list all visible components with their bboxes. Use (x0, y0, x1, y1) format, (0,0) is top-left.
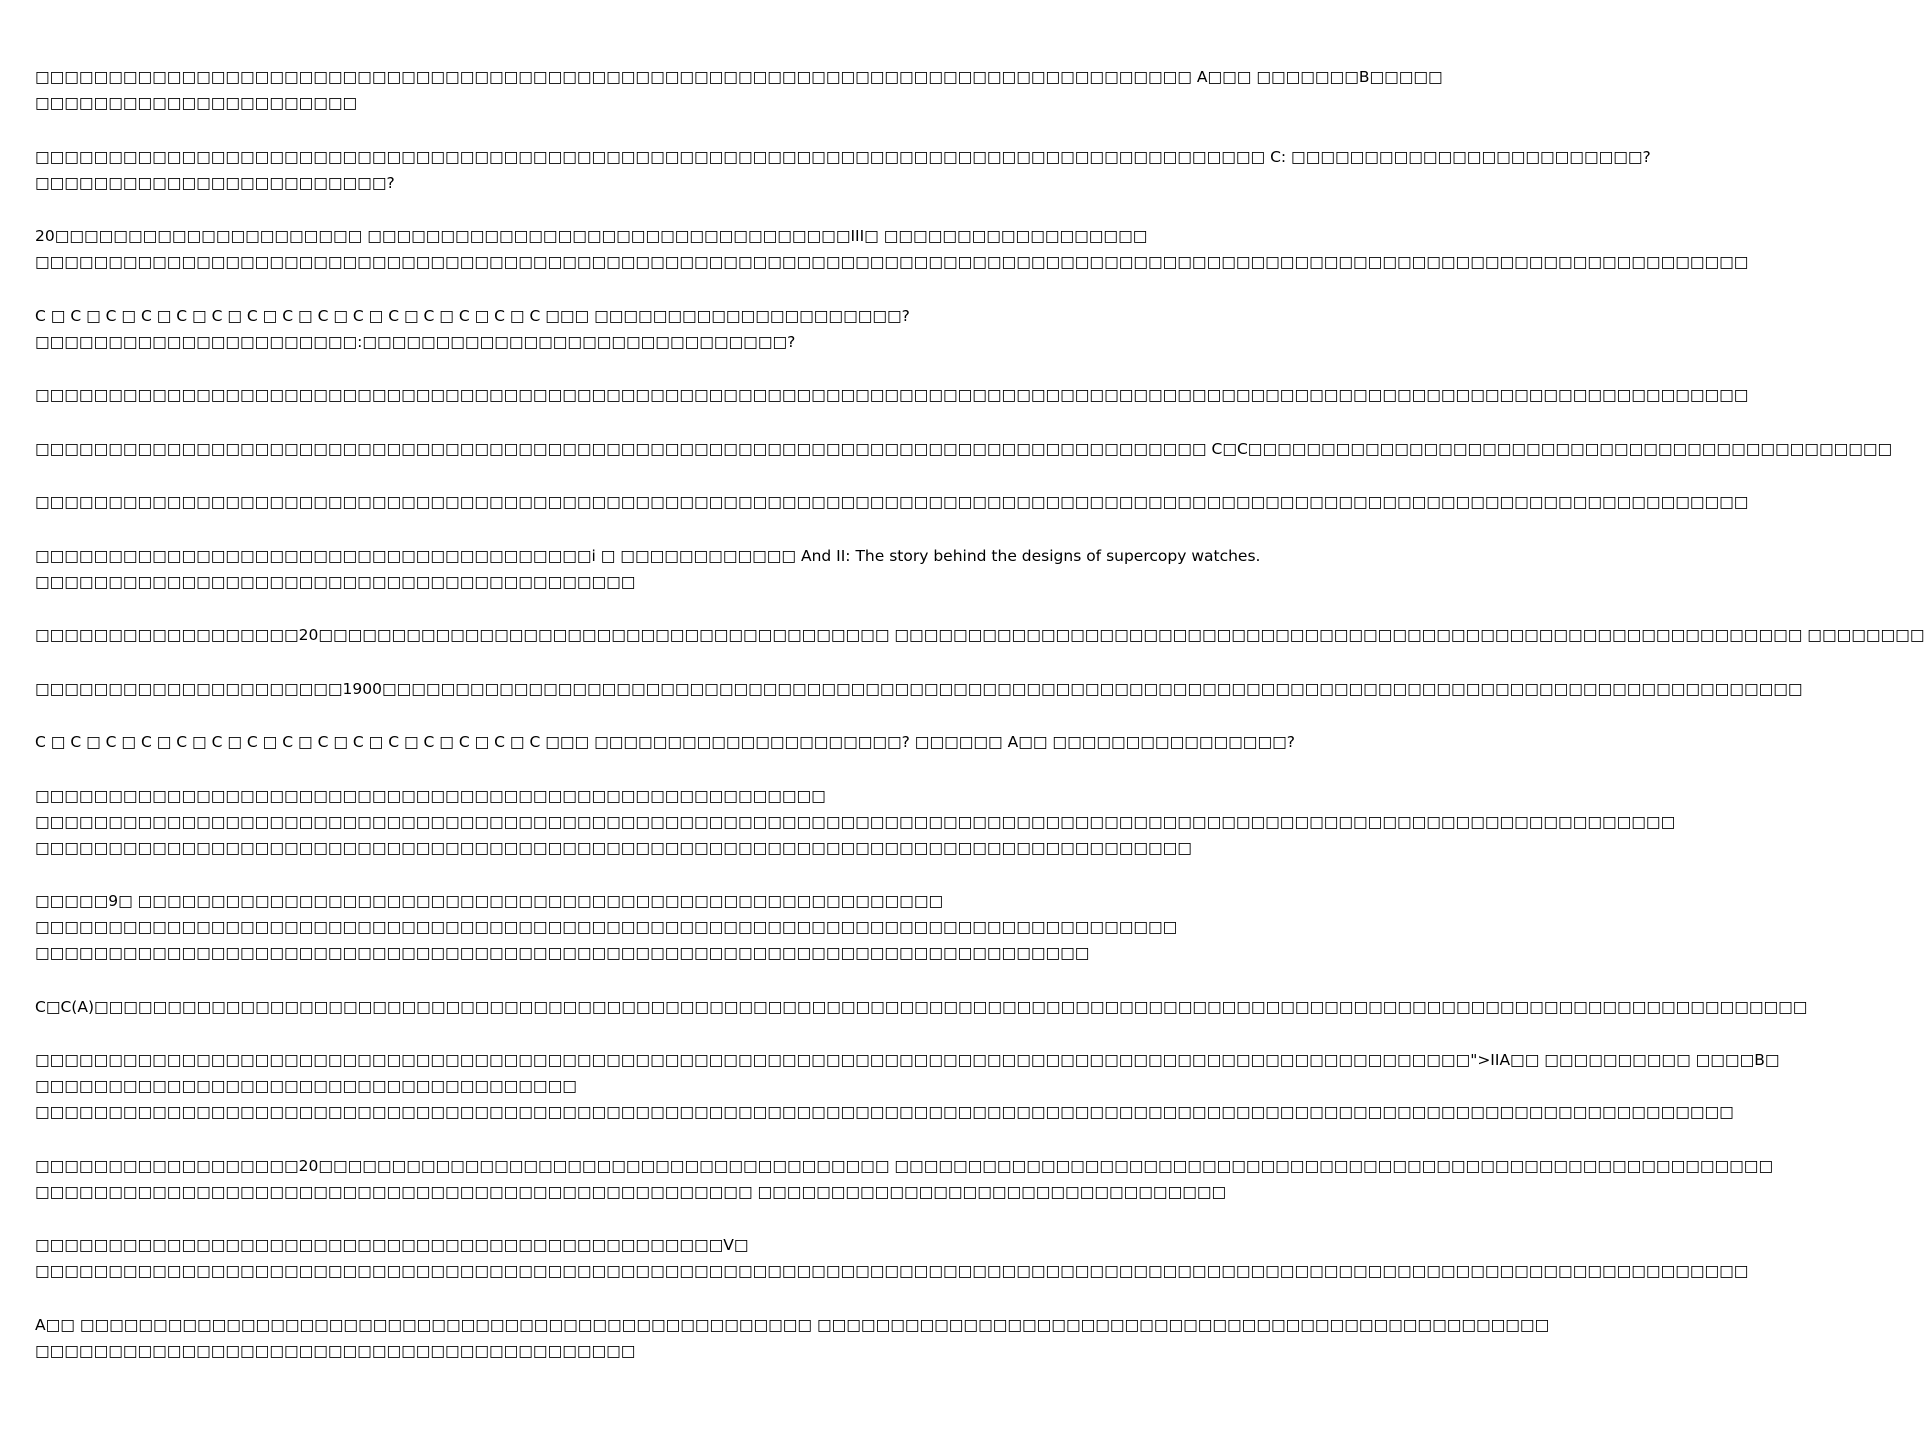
text-line: □□□□□□□□□□□□□□□□□□□□□□□□□□□□□□□□□□□□□□□□□□□□□□□□□□□□□□□□□□□□□□□□□□□□□□□□□□□□□□□□□□□□ C: □□□□□□□□□□□□□□□□□□□□□□□□? (35, 147, 1651, 166)
text-line: □□□□□□□□□□□□□□□□□□□□□□□□□□□□□□□□□□□□□□□□□□□□□□□□□□□□□□□□□□□□□□□□□□□□□□□□□□□□□□□□□□□□□□□□□□□□□□□□□□□□□□□□□□□□□□□□□□□□ (35, 1103, 1734, 1121)
text-line: C□C(A)□□□□□□□□□□□□□□□□□□□□□□□□□□□□□□□□□□□□□□□□□□□□□□□□□□□□□□□□□□□□□□□□□□□□□□□□□□□□□□□□□□□□□□□□□□□□□□□□□□□□□□□□□□□□□□□□□□□□□ (35, 997, 1808, 1016)
paragraph (35, 543, 1261, 595)
text-line: □□□□□□□□□□□□□□□□□□□□□□□□□□□□□□□□□□□□□□□□□□□□□□□□□□□□□□□□□□□□□□□□□□□□□□□□□□□□□□□□□□□□□□□□□□□□□□□□□□">IIA□□ □□□□□□□□□□ □□□□B□ (35, 1051, 1780, 1069)
text-line: □□□□□□□□□□□□□□□□□□□□□□□□□□□□□□□□□□□□□□□□□ (35, 1341, 636, 1360)
paragraph (35, 783, 1676, 861)
text-line: □□□□□□□□□□□□□□□□□□□□□□□□□□□□□□□□□□□□□ (35, 1077, 577, 1095)
text-line: □□□□□□□□□□□□□□□□□□□□□□□□□□□□□□□□□□□□□□□□□□□□□□□□□□□□□□□□□□□□□□□□□□□□□□□□□□□□□□ (35, 918, 1178, 936)
text-line: □□□□□□□□□□□□□□□□□□□□□□□□□□□□□□□□□□□□□□i □ □□□□□□□□□□□□ And II: The story behind the designs of supercopy watches. (35, 546, 1261, 565)
paragraph (35, 729, 1295, 755)
text-line: □□□□□□□□□□□□□□□□□□□□□□ (35, 94, 358, 112)
text-line: □□□□□□□□□□□□□□□□□□□□□1900□□□□□□□□□□□□□□□□□□□□□□□□□□□□□□□□□□□□□□□□□□□□□□□□□□□□□□□□□□□□□□□□□□□□□□□□□□□□□□□□□□□□□□□□□□□□□□□□□ (35, 679, 1803, 698)
text-line: □□□□□□□□□□□□□□□□□□□□□□□□□□□□□□□□□□□□□□□□□□□□□□□□□□□□□□ (35, 786, 826, 805)
paragraph (35, 223, 1749, 275)
paragraph (35, 676, 1803, 702)
paragraph (35, 1232, 1749, 1284)
text-line: □□□□□9□ □□□□□□□□□□□□□□□□□□□□□□□□□□□□□□□□□□□□□□□□□□□□□□□□□□□□□□□ (35, 892, 944, 910)
text-line: □□□□□□□□□□□□□□□□□□□□□□□□□□□□□□□□□□□□□□□□□□□□□□□□□□□□□□□□□□□□□□□□□□□□□□□□□□□□□□□□ C□C□□□□□□□□□□□□□□□□□□□□□□□□□□□□□□□□□□□□□□□□□□□□ (35, 439, 1893, 458)
text-line: □□□□□□□□□□□□□□□□□□□□□□□□□□□□□□□□□□□□□□□□□□□□□□□□□□□□□□□□□□□□□□□□□□□□□□□□□□□□□□□□□□□□□□□□□□□□□□□□□□□□□□□□□□□□□□□□□□□□□ (35, 253, 1749, 271)
text-line: □□□□□□□□□□□□□□□□□□20□□□□□□□□□□□□□□□□□□□□□□□□□□□□□□□□□□□□□□□ □□□□□□□□□□□□□□□□□□□□□□□□□□□□□□□□□□□□□□□□□□□□□□□□□□□□□□□□□□□□ (35, 1156, 1774, 1175)
text-line: □□□□□□□□□□□□□□□□□□□□□□□□□□□□□□□□□□□□□□□□□□□□□□□□□□□□□□□□□□□□□□□□□□□□□□□□□□□□□□□□□□□□□□□□□□□□□□□□□□□□□□□□□□□□□□□□□□□□□ (35, 1262, 1749, 1280)
paragraph (35, 1312, 1550, 1364)
text-line: □□□□□□□□□□□□□□□□□□□□□□□□□□□□□□□□□□□□□□□□□ (35, 572, 636, 591)
document-body (35, 64, 1924, 1391)
text-line: 20□□□□□□□□□□□□□□□□□□□□□ □□□□□□□□□□□□□□□□□□□□□□□□□□□□□□□□□III□ □□□□□□□□□□□□□□□□□□ (35, 227, 1148, 245)
text-line: C □ C □ C □ C □ C □ C □ C □ C □ C □ C □ C □ C □ C □ C □ C □□□ □□□□□□□□□□□□□□□□□□□□□? (35, 306, 910, 325)
text-line: □□□□□□□□□□□□□□□□□□□□□□□□□□□□□□□□□□□□□□□□□□□□□□□□□□□□□□□□□□□□□□□□□□□□□□□□□□□□□□□□□□□□□□□□□□□□□□□□□□□□□□□□□□□□□□□□ (35, 812, 1676, 831)
paragraph (35, 1047, 1780, 1125)
paragraph (35, 303, 990, 355)
paragraph (35, 622, 1924, 648)
text-line: □□□□□□□□□□□□□□□□□□□□□□□□? (35, 173, 395, 192)
text-line: □□□□□□□□□□□□□□□□□□□□□□□□□□□□□□□□□□□□□□□□□□□□□□□□□□□□□□□□□□□□□□□□□□□□□□□□□□□□□□□ A□□□ □□□□□□□B□□□□□ (35, 68, 1443, 86)
text-line: □□□□□□□□□□□□□□□□□□□□□□□□□□□□□□□□□□□□□□□□□□□□□□□□□ □□□□□□□□□□□□□□□□□□□□□□□□□□□□□□□□ (35, 1182, 1227, 1201)
text-line: □□□□□□□□□□□□□□□□□□□□□□□□□□□□□□□□□□□□□□□□□□□□□□□□□□□□□□□□□□□□□□□□□□□□□□□□□□□□□□□□□□□□□□□□□□□□□□□□□□□□□□□□□□□□□□□□□□□□□ (35, 386, 1749, 404)
text-line: □□□□□□□□□□□□□□□□□□□□□□□□□□□□□□□□□□□□□□□□□□□□□□□□□□□□□□□□□□□□□□□□□□□□□□□□□□□□□□□ (35, 838, 1192, 857)
paragraph (35, 888, 1178, 966)
paragraph (35, 144, 1651, 196)
text-line: □□□□□□□□□□□□□□□□□□□□□□□□□□□□□□□□□□□□□□□□□□□□□□□□□□□□□□□□□□□□□□□□□□□□□□□□□□□□□□□□□□□□□□□□□□□□□□□□□□□□□□□□□□□□□□□□□□□□□ (35, 493, 1749, 511)
text-line: □□□□□□□□□□□□□□□□□□20□□□□□□□□□□□□□□□□□□□□□□□□□□□□□□□□□□□□□□□ □□□□□□□□□□□□□□□□□□□□□□□□□□□□□□□□□□□□□□□□□□□□□□□□□□□□□□□□□□□□□□ □□□□□□□□ (35, 626, 1924, 644)
text-line: □□□□□□□□□□□□□□□□□□□□□□□□□□□□□□□□□□□□□□□□□□□□□□□□□□□□□□□□□□□□□□□□□□□□□□□□ (35, 944, 1090, 962)
paragraph (35, 382, 1749, 408)
paragraph (35, 64, 1443, 116)
paragraph (35, 994, 1808, 1020)
text-line: C □ C □ C □ C □ C □ C □ C □ C □ C □ C □ C □ C □ C □ C □ C □□□ □□□□□□□□□□□□□□□□□□□□□? □□□□□□ A□□ □□□□□□□□□□□□□□□□? (35, 733, 1295, 751)
paragraph (35, 1153, 1774, 1205)
paragraph (35, 489, 1749, 515)
text-line: □□□□□□□□□□□□□□□□□□□□□□□□□□□□□□□□□□□□□□□□□□□□□□□V□ (35, 1236, 749, 1254)
text-line: A□□ □□□□□□□□□□□□□□□□□□□□□□□□□□□□□□□□□□□□□□□□□□□□□□□□□□ □□□□□□□□□□□□□□□□□□□□□□□□□□□□□□□□□□□□□□□□□□□□□□□□□□ (35, 1315, 1550, 1334)
text-line: □□□□□□□□□□□□□□□□□□□□□□:□□□□□□□□□□□□□□□□□□□□□□□□□□□□□? (35, 332, 796, 351)
paragraph (35, 436, 1893, 462)
